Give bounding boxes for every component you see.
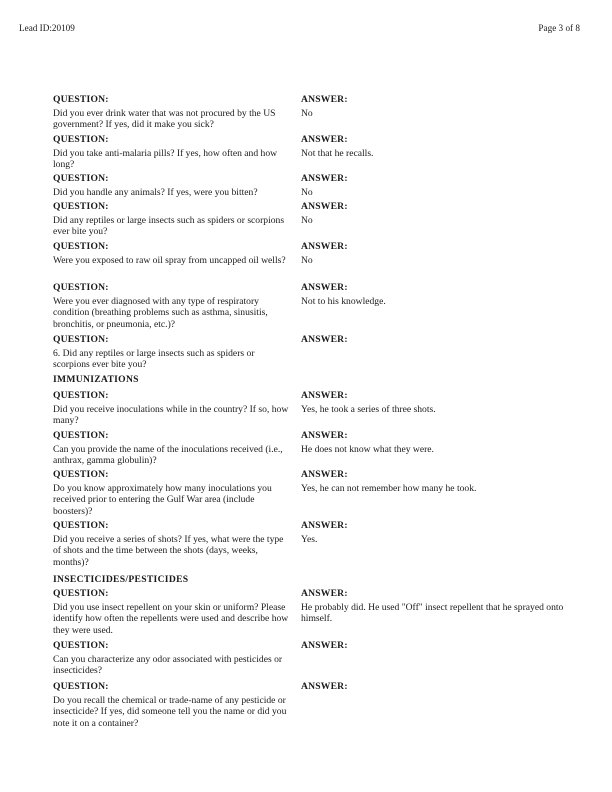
- answer-text: Yes, he can not remember how many he took.: [301, 482, 477, 494]
- question-12: [53, 588, 293, 636]
- answer-3: [301, 173, 571, 198]
- answer-8: [301, 390, 571, 415]
- question-11: [53, 520, 293, 568]
- question-text: Did any reptiles or large insects such as spiders or scorpions ever bite you?: [53, 214, 285, 237]
- question-1: [53, 94, 293, 131]
- answer-text: He does not know what they were.: [301, 443, 434, 455]
- question-5: [53, 241, 293, 266]
- answer-label: ANSWER:: [301, 201, 348, 212]
- question-label: QUESTION:: [53, 94, 109, 105]
- answer-label: ANSWER:: [301, 241, 348, 252]
- answer-4: [301, 201, 571, 226]
- answer-label: ANSWER:: [301, 282, 348, 293]
- answer-text: Yes.: [301, 533, 318, 545]
- question-label: QUESTION:: [53, 241, 109, 252]
- question-label: QUESTION:: [53, 173, 109, 184]
- question-label: QUESTION:: [53, 334, 109, 345]
- answer-label: ANSWER:: [301, 520, 348, 531]
- question-label: QUESTION:: [53, 469, 109, 480]
- answer-text: No: [301, 107, 313, 119]
- answer-10: [301, 469, 571, 494]
- question-label: QUESTION:: [53, 520, 109, 531]
- answer-label: ANSWER:: [301, 134, 348, 145]
- question-label: QUESTION:: [53, 282, 109, 293]
- question-label: QUESTION:: [53, 640, 109, 651]
- answer-14: [301, 681, 571, 695]
- question-label: QUESTION:: [53, 430, 109, 441]
- question-text: Did you ever drink water that was not procured by the US government? If yes, did it make you sick?: [53, 107, 276, 130]
- answer-label: ANSWER:: [301, 588, 348, 599]
- question-7: [53, 334, 293, 371]
- section-immunizations: IMMUNIZATIONS: [53, 374, 139, 385]
- question-13: [53, 640, 293, 677]
- question-text: Did you receive inoculations while in the country? If so, how many?: [53, 403, 289, 426]
- answer-5: [301, 241, 571, 266]
- answer-text: Yes, he took a series of three shots.: [301, 403, 436, 415]
- question-text: Did you use insect repellent on your skin or uniform? Please identify how often the repellents were used and describe how they were used.: [53, 601, 289, 636]
- answer-label: ANSWER:: [301, 390, 348, 401]
- question-9: [53, 430, 293, 467]
- question-text: Can you provide the name of the inoculations received (i.e., anthrax, gamma globulin)?: [53, 443, 283, 466]
- question-text: Do you recall the chemical or trade-name of any pesticide or insecticide? If yes, did someone tell you the name or did you note it on a container?: [53, 694, 287, 729]
- answer-12: [301, 588, 571, 625]
- question-2: [53, 134, 293, 171]
- question-label: QUESTION:: [53, 681, 109, 692]
- answer-text: He probably did. He used "Off" insect repellent that he sprayed onto himself.: [301, 601, 564, 624]
- question-label: QUESTION:: [53, 134, 109, 145]
- question-text: Did you receive a series of shots? If yes, what were the type of shots and the time between the shots (days, weeks, months)?: [53, 533, 284, 568]
- question-6: [53, 282, 293, 330]
- answer-label: ANSWER:: [301, 94, 348, 105]
- question-text: Were you ever diagnosed with any type of respiratory condition (breathing problems such as asthma, sinusitis, bronchitis, or pneumonia, etc.)?: [53, 295, 268, 330]
- answer-label: ANSWER:: [301, 334, 348, 345]
- section-insecticides-pesticides: INSECTICIDES/PESTICIDES: [53, 574, 189, 585]
- question-8: [53, 390, 293, 427]
- answer-text: No: [301, 214, 313, 226]
- question-3: [53, 173, 293, 198]
- answer-text: No: [301, 186, 313, 198]
- lead-id: Lead ID:20109: [19, 23, 75, 33]
- question-label: QUESTION:: [53, 588, 109, 599]
- question-text: Were you exposed to raw oil spray from uncapped oil wells?: [53, 254, 286, 266]
- question-4: [53, 201, 293, 238]
- question-label: QUESTION:: [53, 201, 109, 212]
- answer-11: [301, 520, 571, 545]
- answer-label: ANSWER:: [301, 430, 348, 441]
- answer-7: [301, 334, 571, 348]
- question-text: Did you handle any animals? If yes, were you bitten?: [53, 186, 258, 198]
- question-text: Can you characterize any odor associated with pesticides or insecticides?: [53, 653, 283, 676]
- answer-text: No: [301, 254, 313, 266]
- answer-label: ANSWER:: [301, 469, 348, 480]
- answer-label: ANSWER:: [301, 640, 348, 651]
- answer-text: Not that he recalls.: [301, 147, 374, 159]
- answer-text: Not to his knowledge.: [301, 295, 386, 307]
- answer-label: ANSWER:: [301, 681, 348, 692]
- answer-13: [301, 640, 571, 654]
- answer-9: [301, 430, 571, 455]
- page-number: Page 3 of 8: [538, 23, 580, 33]
- question-text: 6. Did any reptiles or large insects such as spiders or scorpions ever bite you?: [53, 347, 255, 370]
- answer-6: [301, 282, 571, 307]
- question-14: [53, 681, 293, 729]
- question-label: QUESTION:: [53, 390, 109, 401]
- answer-1: [301, 94, 571, 119]
- answer-label: ANSWER:: [301, 173, 348, 184]
- question-10: [53, 469, 293, 517]
- answer-2: [301, 134, 571, 159]
- question-text: Did you take anti-malaria pills? If yes, how often and how long?: [53, 147, 278, 170]
- question-text: Do you know approximately how many inoculations you received prior to entering the Gulf War area (include boosters)?: [53, 482, 272, 517]
